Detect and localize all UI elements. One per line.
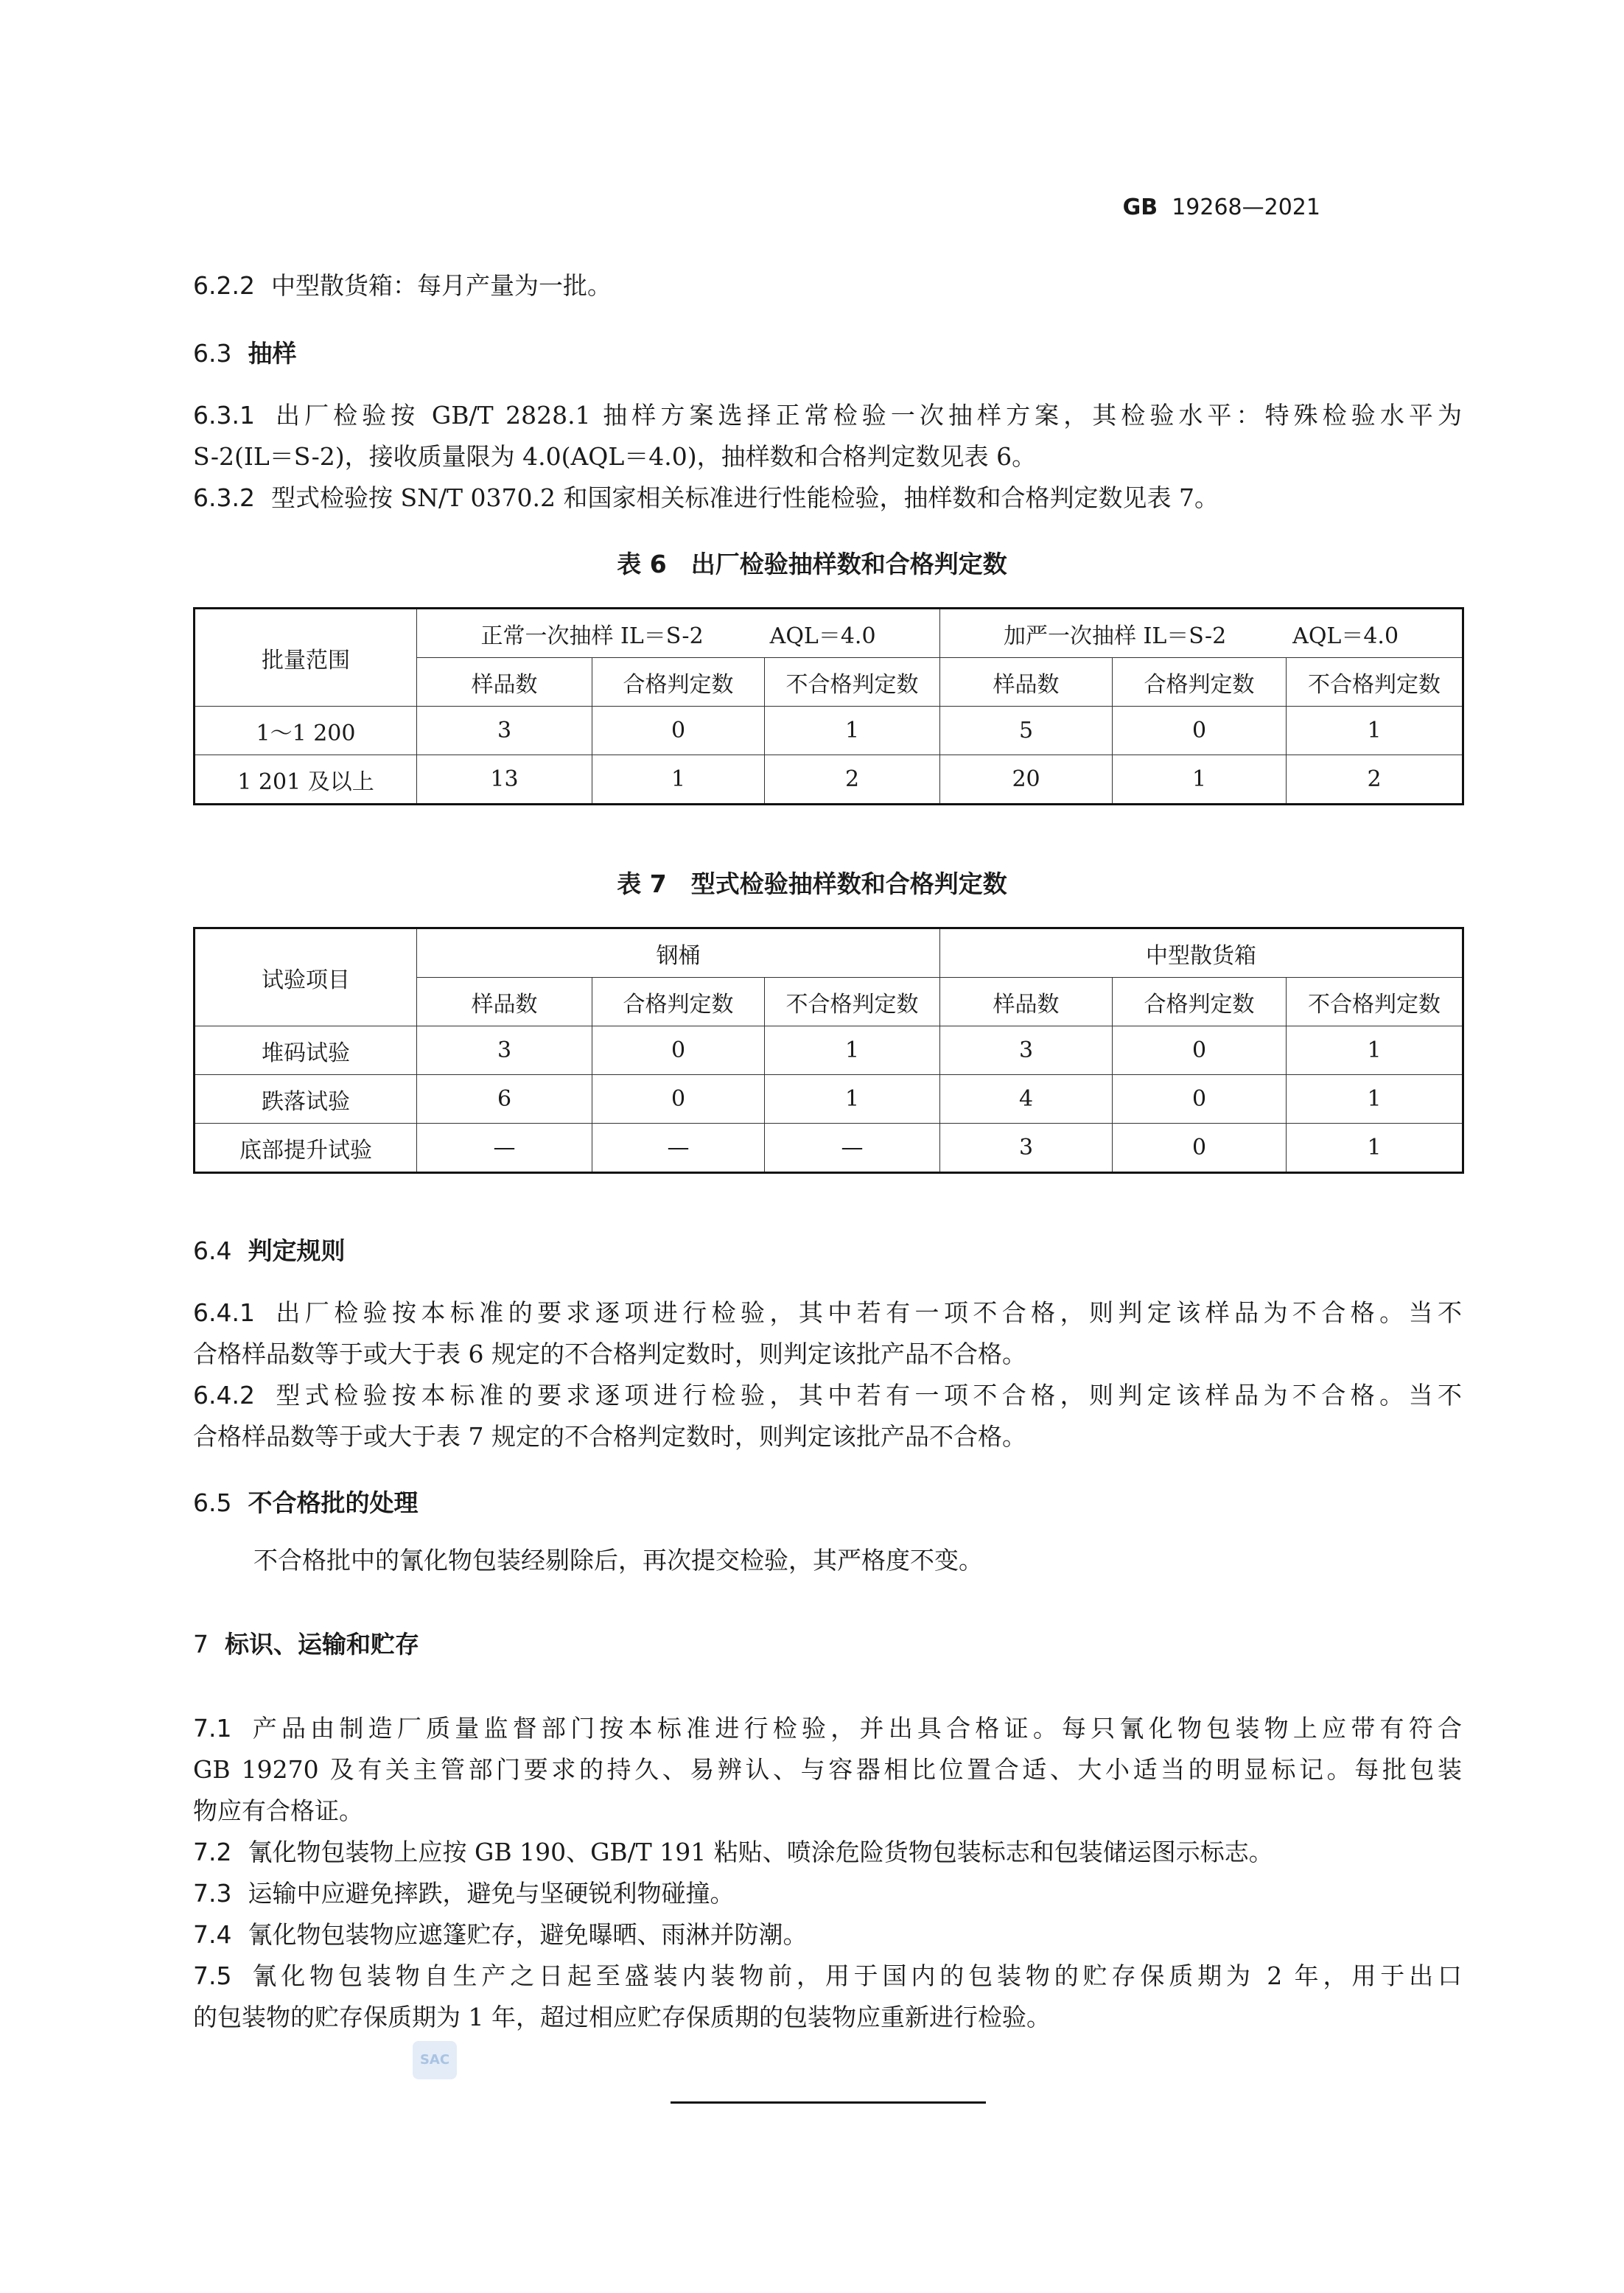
row-label: 1 201 及以上 [195, 755, 417, 805]
table-7-caption: 表 7 型式检验抽样数和合格判定数 [617, 869, 1007, 898]
group-header-normal: 正常一次抽样 IL＝S-2 AQL＝4.0 [417, 609, 940, 658]
table-cell: 0 [1113, 707, 1287, 755]
table-cell: 1 [592, 755, 765, 805]
table-cell: 3 [417, 1026, 592, 1075]
column-header: 样品数 [940, 658, 1113, 707]
table-cell: 0 [592, 707, 765, 755]
group-header-tightened: 加严一次抽样 IL＝S-2 AQL＝4.0 [940, 609, 1463, 658]
table-cell: 3 [940, 1026, 1113, 1075]
table-header-row [195, 609, 1463, 658]
clause-7-3: 7.3 运输中应避免摔跌，避免与坚硬锐利物碰撞。 [193, 1879, 735, 1908]
table-cell: 2 [765, 755, 940, 805]
section-6-3-heading: 6.3 抽样 [193, 339, 297, 368]
group-header-ibc: 中型散货箱 [940, 928, 1463, 978]
row-header-cell: 试验项目 [195, 928, 417, 1026]
column-header: 样品数 [417, 978, 592, 1026]
column-header: 样品数 [940, 978, 1113, 1026]
section-7-heading: 7 标识、运输和贮存 [193, 1630, 419, 1659]
table-cell: 1 [1113, 755, 1287, 805]
clause-7-5-line1: 7.5 氰化物包装物自生产之日起至盛装内装物前，用于国内的包装物的贮存保质期为 2 年，用于出口 [193, 1961, 1462, 1990]
table-cell: 6 [417, 1075, 592, 1124]
clause-6-4-2-line1: 6.4.2 型式检验按本标准的要求逐项进行检验，其中若有一项不合格，则判定该样品为不合格。当不 [193, 1381, 1462, 1410]
section-6-4-heading: 6.4 判定规则 [193, 1236, 346, 1265]
table-cell: 0 [1113, 1026, 1287, 1075]
clause-6-4-1-line1: 6.4.1 出厂检验按本标准的要求逐项进行检验，其中若有一项不合格，则判定该样品为不合格。当不 [193, 1298, 1462, 1327]
table-row [195, 1124, 1463, 1173]
clause-7-1-line3: 物应有合格证。 [193, 1796, 363, 1825]
sac-watermark-logo: SAC [413, 2041, 457, 2079]
table-cell: 3 [417, 707, 592, 755]
table-cell: 1 [1287, 1075, 1463, 1124]
table-cell: 0 [592, 1026, 765, 1075]
end-rule [671, 2101, 986, 2104]
clause-6-3-1-line1: 6.3.1 出厂检验按 GB/T 2828.1 抽样方案选择正常检验一次抽样方案，其检验水平：特殊检验水平为 [193, 401, 1462, 430]
table-row [195, 1075, 1463, 1124]
clause-7-1-line1: 7.1 产品由制造厂质量监督部门按本标准进行检验，并出具合格证。每只氰化物包装物上应带有符合 [193, 1714, 1462, 1743]
table-cell: 4 [940, 1075, 1113, 1124]
table-cell: 2 [1287, 755, 1463, 805]
column-header: 合格判定数 [1113, 978, 1287, 1026]
table-row [195, 1026, 1463, 1075]
section-6-5-heading: 6.5 不合格批的处理 [193, 1488, 419, 1517]
table-cell: 0 [1113, 1075, 1287, 1124]
table-6-caption: 表 6 出厂检验抽样数和合格判定数 [617, 550, 1007, 578]
row-label: 堆码试验 [195, 1026, 417, 1075]
table-row [195, 707, 1463, 755]
table-6 [193, 607, 1464, 805]
table-cell: 1 [1287, 1124, 1463, 1173]
clause-6-3-2: 6.3.2 型式检验按 SN/T 0370.2 和国家相关标准进行性能检验，抽样数和合格判定数见表 7。 [193, 483, 1219, 512]
clause-7-1-line2: GB 19270 及有关主管部门要求的持久、易辨认、与容器相比位置合适、大小适当的明显标记。每批包装 [193, 1755, 1462, 1784]
clause-6-4-1-line2: 合格样品数等于或大于表 6 规定的不合格判定数时，则判定该批产品不合格。 [193, 1340, 1026, 1368]
table-cell: 0 [1113, 1124, 1287, 1173]
clause-6-5-text: 不合格批中的氰化物包装经剔除后，再次提交检验，其严格度不变。 [253, 1546, 983, 1575]
table-cell: 0 [592, 1075, 765, 1124]
table-7 [193, 927, 1464, 1174]
table-cell: 1 [1287, 707, 1463, 755]
column-header: 不合格判定数 [1287, 658, 1463, 707]
column-header: 不合格判定数 [765, 978, 940, 1026]
clause-7-2: 7.2 氰化物包装物上应按 GB 190、GB/T 191 粘贴、喷涂危险货物包装标志和包装储运图示标志。 [193, 1838, 1273, 1866]
row-header-cell: 批量范围 [195, 609, 417, 707]
row-label: 1～1 200 [195, 707, 417, 755]
table-cell: 13 [417, 755, 592, 805]
column-header: 合格判定数 [592, 978, 765, 1026]
row-label: 底部提升试验 [195, 1124, 417, 1173]
table-header-row [195, 928, 1463, 978]
table-cell: — [765, 1124, 940, 1173]
table-cell: 3 [940, 1124, 1113, 1173]
column-header: 合格判定数 [1113, 658, 1287, 707]
clause-7-5-line2: 的包装物的贮存保质期为 1 年，超过相应贮存保质期的包装物应重新进行检验。 [193, 2003, 1051, 2031]
column-header: 不合格判定数 [765, 658, 940, 707]
clause-6-4-2-line2: 合格样品数等于或大于表 7 规定的不合格判定数时，则判定该批产品不合格。 [193, 1422, 1026, 1451]
table-row [195, 755, 1463, 805]
standard-number: GB 19268—2021 [1122, 195, 1320, 220]
group-header-steel-drum: 钢桶 [417, 928, 940, 978]
table-cell: 1 [765, 1075, 940, 1124]
table-cell: — [417, 1124, 592, 1173]
clause-6-2-2: 6.2.2 中型散货箱：每月产量为一批。 [193, 271, 612, 300]
column-header: 合格判定数 [592, 658, 765, 707]
table-cell: 1 [765, 707, 940, 755]
table-cell: — [592, 1124, 765, 1173]
table-cell: 5 [940, 707, 1113, 755]
column-header: 样品数 [417, 658, 592, 707]
row-label: 跌落试验 [195, 1075, 417, 1124]
column-header: 不合格判定数 [1287, 978, 1463, 1026]
table-cell: 20 [940, 755, 1113, 805]
clause-6-3-1-line2: S-2(IL＝S-2)，接收质量限为 4.0(AQL＝4.0)，抽样数和合格判定数见表 6。 [193, 442, 1037, 471]
table-cell: 1 [765, 1026, 940, 1075]
table-cell: 1 [1287, 1026, 1463, 1075]
clause-7-4: 7.4 氰化物包装物应遮篷贮存，避免曝晒、雨淋并防潮。 [193, 1920, 808, 1949]
